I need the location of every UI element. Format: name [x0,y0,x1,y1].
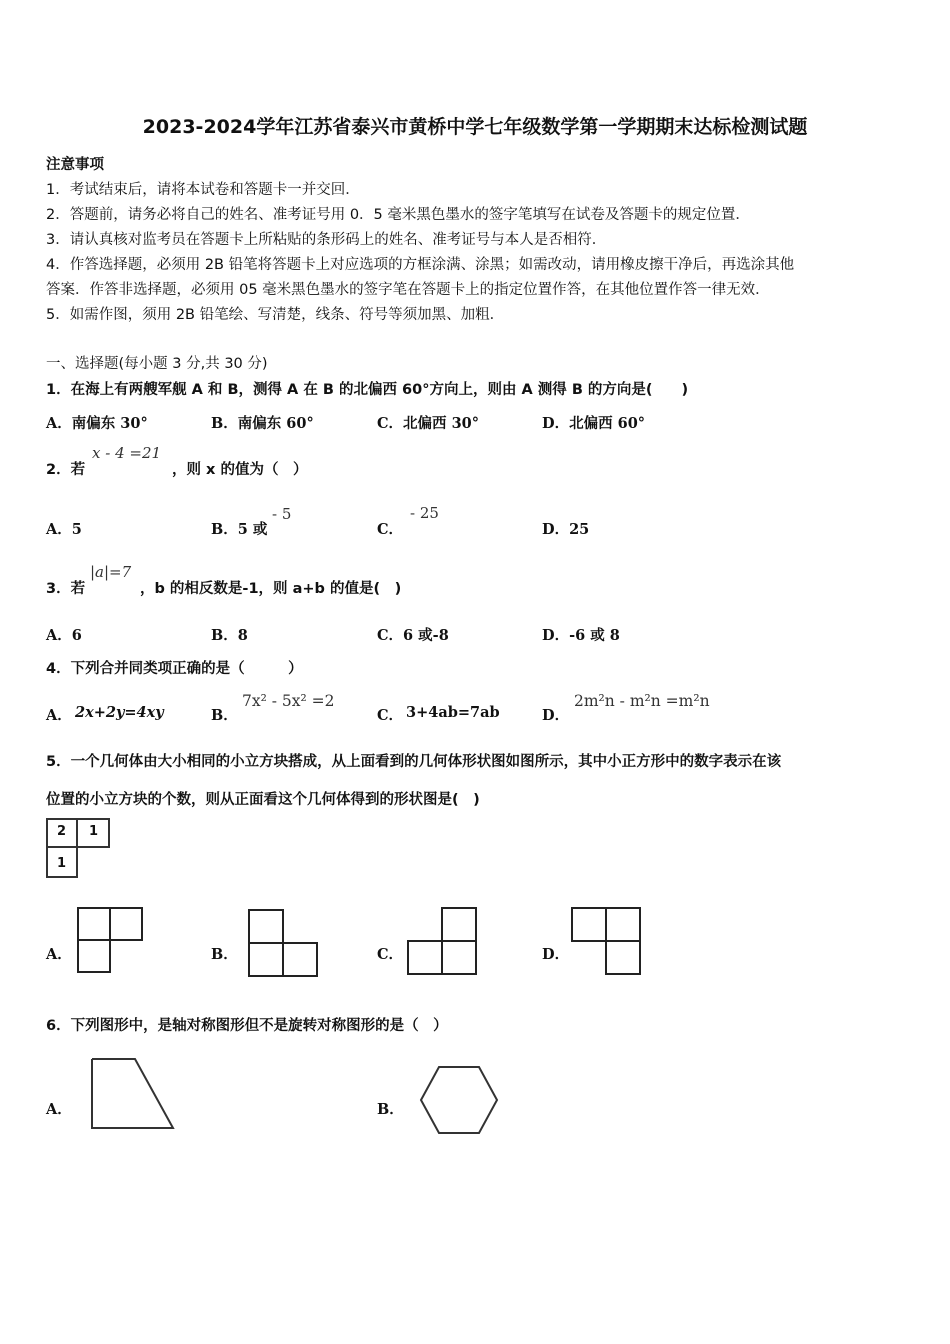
notice-item: 5．如需作图，须用 2B 铅笔绘、写清楚，线条、符号等须加黑、加粗． [46,307,505,323]
trapezoid-figure [88,1056,178,1132]
q4-option-b-formula: 7x² - 5x² =2 [242,692,335,710]
notice-item: 3．请认真核对监考员在答题卡上所粘贴的条形码上的姓名、准考证号与本人是否相符． [46,232,607,248]
q6-option-b: B． [377,1101,404,1118]
question-5-stem-line1: 5．一个几何体由大小相同的小立方块搭成，从上面看到的几何体形状图如图所示，其中小正方形中的数字表示在该 [46,754,782,770]
hexagon-figure [418,1064,500,1136]
top-view-grid [46,818,112,880]
q4-option-d: D． [542,707,570,724]
q2-formula: x - 4 =21 [92,444,162,462]
q2-option-b: B．5 或 [211,521,268,538]
question-3-suffix: ，b 的相反数是-1，则 a+b 的值是( ) [140,581,402,597]
question-5-stem-line2: 位置的小立方块的个数，则从正面看这个几何体得到的形状图是( ) [46,792,480,808]
q3-formula: |a|=7 [90,563,132,581]
q3-option-c: C．6 或-8 [377,627,449,644]
q4-option-a: A． [46,707,72,724]
q2-option-c: C． [377,521,404,538]
question-4-stem: 4．下列合并同类项正确的是（ ） [46,661,303,677]
q3-option-b: B．8 [211,627,248,644]
q4-option-c: C． [377,707,404,724]
q5-option-d-figure [570,906,644,976]
q3-option-a: A．6 [46,627,82,644]
page-title: 2023-2024学年江苏省泰兴市黄桥中学七年级数学第一学期期末达标检测试题 [142,116,808,138]
q6-option-a: A． [46,1101,72,1118]
q4-option-d-formula: 2m²n - m²n =m²n [574,692,710,710]
q4-option-a-formula: 2x+2y=4xy [75,704,164,721]
q5-option-d: D． [542,946,570,963]
q2-option-a: A．5 [46,521,82,538]
notice-item: 答案．作答非选择题，必须用 05 毫米黑色墨水的签字笔在答题卡上的指定位置作答，在其他位置作答一律无效． [46,282,770,298]
q1-option-b: B．南偏东 60° [211,415,314,432]
q1-option-a: A．南偏东 30° [46,415,148,432]
notice-item: 1．考试结束后，请将本试卷和答题卡一并交回． [46,182,360,198]
q2-option-d: D．25 [542,521,590,538]
q4-option-c-formula: 3+4ab=7ab [406,704,500,721]
question-3-prefix: 3．若 [46,581,86,597]
question-2-suffix: ，则 x 的值为（ ） [172,462,308,478]
question-2-prefix: 2．若 [46,462,86,478]
grid-cell-value: 1 [89,824,99,839]
question-6-stem: 6．下列图形中，是轴对称图形但不是旋转对称图形的是（ ） [46,1018,448,1034]
q5-option-c: C． [377,946,404,963]
notice-item: 4．作答选择题，必须用 2B 铅笔将答题卡上对应选项的方框涂满、涂黑；如需改动，请用橡皮擦干净后，再选涂其他 [46,257,795,273]
grid-cell-value: 1 [57,856,67,871]
q1-option-c: C．北偏西 30° [377,415,480,432]
question-1-stem: 1．在海上有两艘军舰 A 和 B，测得 A 在 B 的北偏西 60°方向上，则由 A 测得 B 的方向是( ) [46,382,689,398]
q5-option-a-figure [76,906,146,976]
grid-cell-value: 2 [57,824,67,839]
q5-option-b: B． [211,946,238,963]
notice-item: 2．答题前，请务必将自己的姓名、准考证号用 0．5 毫米黑色墨水的签字笔填写在试卷及答题卡的规定位置． [46,207,750,223]
q5-option-c-figure [406,906,478,976]
q3-option-d: D．-6 或 8 [542,627,620,644]
q2-option-c-formula: - 25 [410,504,439,522]
q5-option-a: A． [46,946,72,963]
q2-option-b-formula: - 5 [272,505,292,523]
q1-option-d: D．北偏西 60° [542,415,646,432]
q5-option-b-figure [247,908,319,978]
q4-option-b: B． [211,707,238,724]
section-heading: 一、选择题(每小题 3 分,共 30 分) [46,356,268,372]
notice-heading: 注意事项 [46,157,104,173]
